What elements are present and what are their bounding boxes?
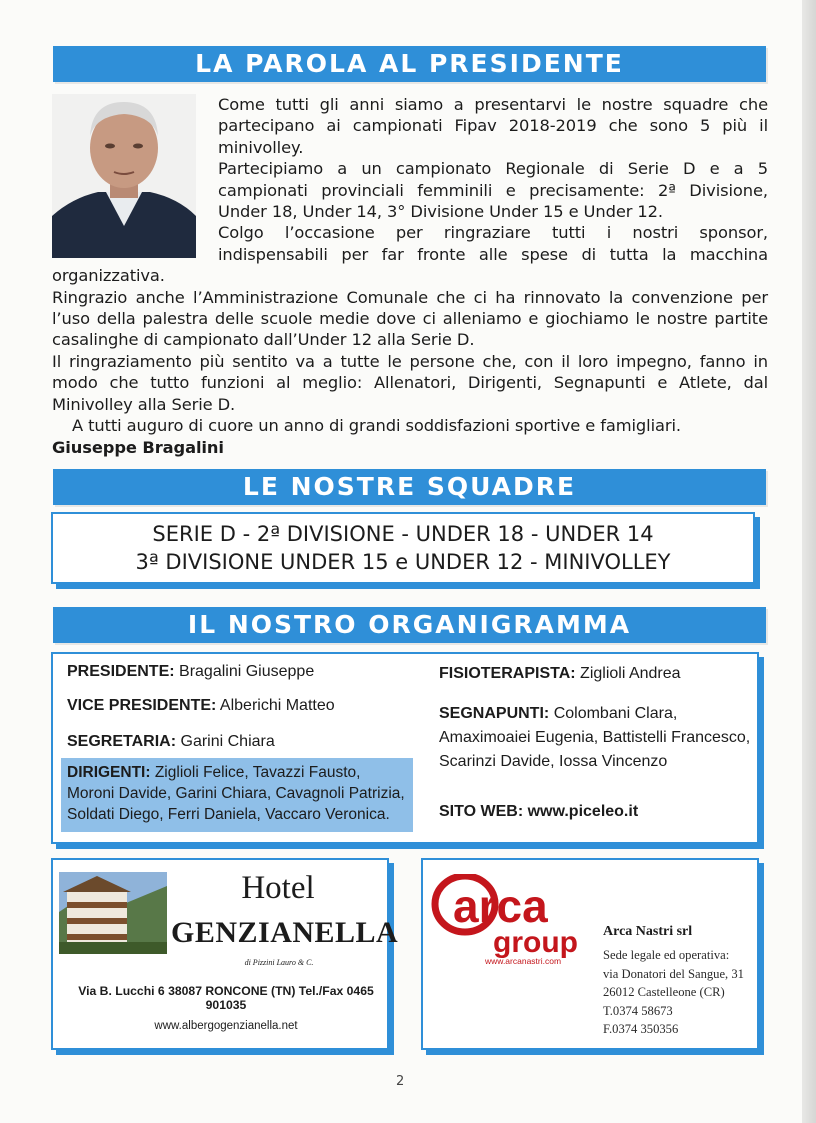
arca-group-logo xyxy=(431,874,601,964)
presidente-value: Bragalini Giuseppe xyxy=(179,663,315,680)
dirigenti-value: Ziglioli Felice, Tavazzi Fausto, Moroni Davide, Garini Chiara, Cavagnoli Patrizia, Soldati Diego, Ferri Daniela, Vaccaro Veronica. xyxy=(67,764,405,823)
arca-ad xyxy=(421,858,759,1050)
hotel-address: Via B. Lucchi 6 38087 RONCONE (TN) Tel./Fax 0465 901035 xyxy=(78,984,374,1012)
segnapunti-label: SEGNAPUNTI: xyxy=(439,705,550,722)
paragraph: Partecipiamo a un campionato Regionale di Serie D e a 5 campionati provinciali femminili e precisamente: 2ª Divisione, Under 18, Under 14, 3° Divisione Under 15 e Under 12. xyxy=(218,159,768,222)
arca-company-name: Arca Nastri srl xyxy=(603,924,693,939)
dirigenti-box xyxy=(61,758,413,832)
squadre-banner: LE NOSTRE SQUADRE xyxy=(53,469,766,505)
hotel-ad xyxy=(51,858,399,1050)
sito-web-value[interactable]: www.piceleo.it xyxy=(527,803,639,820)
hotel-name: GENZIANELLA xyxy=(171,916,399,949)
arca-contact-line: Sede legale ed operativa: xyxy=(603,948,730,962)
arca-logo-text: arca xyxy=(453,880,548,932)
squadre-line-2: 3ª DIVISIONE UNDER 15 e UNDER 12 - MINIVOLLEY xyxy=(135,550,671,574)
hotel-photo xyxy=(59,872,167,954)
presidente-row xyxy=(67,660,314,684)
arca-website[interactable]: www.arcanastri.com xyxy=(485,956,562,966)
segretaria-value: Garini Chiara xyxy=(180,733,275,750)
hotel-subtitle: di Pizzini Lauro & C. xyxy=(244,958,314,967)
paragraph: A tutti auguro di cuore un anno di grandi soddisfazioni sportive e famigliari. xyxy=(72,416,681,436)
fisioterapista-row xyxy=(439,662,681,686)
page-edge xyxy=(802,0,816,1123)
paragraph: Il ringraziamento più sentito va a tutte le persone che, con il loro impegno, fanno in modo che tutto funzioni al meglio: Allenatori, Dirigenti, Segnapunti e Atlete, dal Minivolley alla Serie D. xyxy=(52,351,768,414)
page-number: 2 xyxy=(396,1074,405,1089)
group-logo-text: group xyxy=(493,926,578,959)
fisioterapista-value: Ziglioli Andrea xyxy=(580,665,681,682)
vice-presidente-label: VICE PRESIDENTE: xyxy=(67,697,217,714)
arca-contact-info xyxy=(603,946,744,1039)
fisioterapista-label: FISIOTERAPISTA: xyxy=(439,665,576,682)
hotel-website[interactable]: www.albergogenzianella.net xyxy=(154,1020,298,1032)
arca-contact-line: 26012 Castelleone (CR) xyxy=(603,985,725,1000)
vice-presidente-row xyxy=(67,694,335,718)
sito-web-row xyxy=(439,800,638,824)
arca-contact-line: F.0374 350356 xyxy=(603,1022,679,1037)
paragraph: Colgo l’occasione per ringraziare tutti i nostri sponsor, indispensabili per far fronte alle spese di tutta la macchina organizzativa. xyxy=(52,223,768,286)
arca-contact-line: T.0374 58673 xyxy=(603,1003,673,1018)
paragraph: Come tutti gli anni siamo a presentarvi le nostre squadre che partecipano ai campionati Fipav 2018-2019 che sono 5 più il minivolley. xyxy=(218,95,768,157)
organigramma-banner: IL NOSTRO ORGANIGRAMMA xyxy=(53,607,766,643)
organigramma-box xyxy=(51,652,759,844)
signature: Giuseppe Bragalini xyxy=(52,437,224,457)
segnapunti-row xyxy=(439,702,753,774)
arca-contact-line: via Donatori del Sangue, 31 xyxy=(603,966,744,981)
sito-web-label: SITO WEB: xyxy=(439,803,524,820)
dirigenti-label: DIRIGENTI: xyxy=(67,764,151,781)
segretaria-row xyxy=(67,730,275,754)
squadre-line-1: SERIE D - 2ª DIVISIONE - UNDER 18 - UNDER 14 xyxy=(152,522,654,546)
hotel-title: Hotel xyxy=(241,870,315,906)
presidente-label: PRESIDENTE: xyxy=(67,663,175,680)
presidente-message xyxy=(52,94,768,458)
segretaria-label: SEGRETARIA: xyxy=(67,733,177,750)
paragraph: Ringrazio anche l’Amministrazione Comunale che ci ha rinnovato la convenzione per l’uso della palestra delle scuole medie dove ci alleniamo e giochiamo le nostre partite casalinghe di campionato dall’Under 12 alla Serie D. xyxy=(52,287,768,350)
presidente-banner: LA PAROLA AL PRESIDENTE xyxy=(53,46,766,82)
segnapunti-value: Colombani Clara, Amaximoaiei Eugenia, Battistelli Francesco, Scarinzi Davide, Iossa Vincenzo xyxy=(439,705,751,770)
squadre-box xyxy=(51,512,755,584)
vice-presidente-value: Alberichi Matteo xyxy=(219,697,335,714)
